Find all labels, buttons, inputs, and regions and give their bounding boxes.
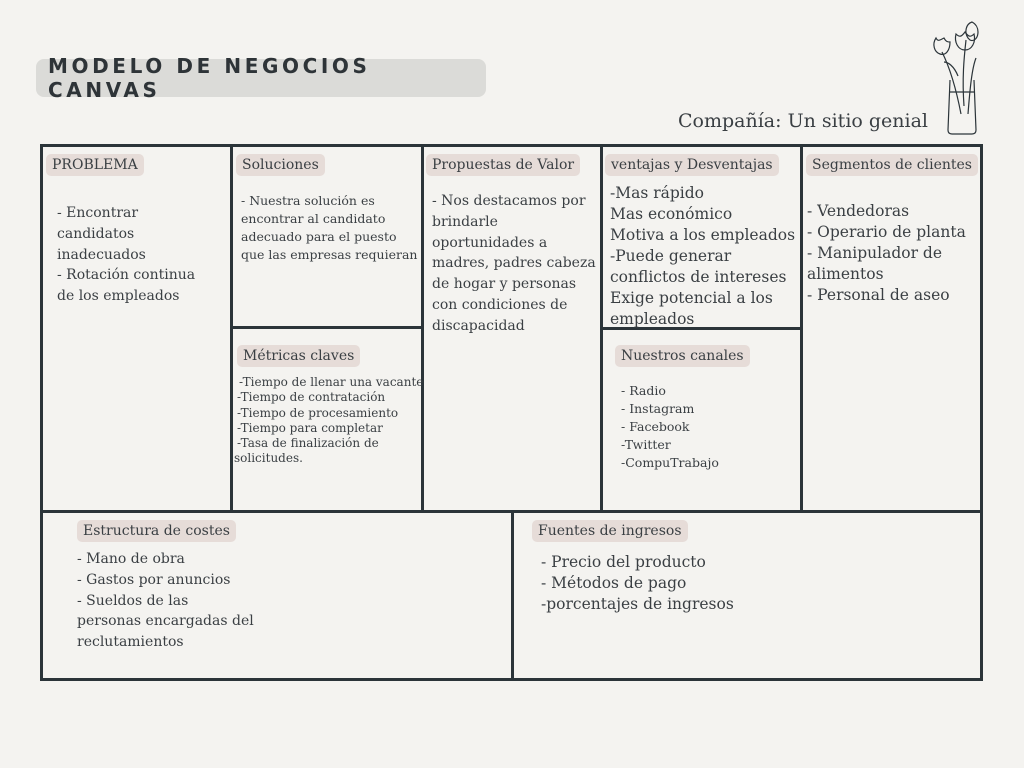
text-canales: - Radio - Instagram - Facebook -Twitter -CompuTrabajo: [621, 383, 719, 470]
label-soluciones: Soluciones: [236, 154, 325, 176]
grid-right-border: [980, 144, 983, 681]
label-ingresos: Fuentes de ingresos: [532, 520, 688, 542]
text-costes: - Mano de obra - Gastos por anuncios - Sueldos de las personas encargadas del reclutamientos: [77, 551, 254, 651]
title-banner: [36, 54, 486, 102]
label-segmentos: Segmentos de clientes: [806, 154, 978, 176]
text-problema: - Encontrar candidatos inadecuados - Rotación continua de los empleados: [57, 205, 196, 305]
label-problema: PROBLEMA: [46, 154, 144, 176]
text-ingresos: - Precio del producto - Métodos de pago -porcentajes de ingresos: [541, 553, 734, 613]
grid-top-border: [40, 144, 983, 147]
text-metricas: -Tiempo de llenar una vacante -Tiempo de contratación -Tiempo de procesamiento -Tiempo para completar -Tasa de finalización de solicitudes.: [234, 375, 424, 466]
text-ventajas: -Mas rápido Mas económico Motiva a los empleados -Puede generar conflictos de intereses Exige potencial a los empleados: [610, 184, 796, 328]
text-segmentos: - Vendedoras - Operario de planta - Manipulador de alimentos - Personal de aseo: [807, 202, 966, 304]
text-soluciones: - Nuestra solución es encontrar al candidato adecuado para el puesto que las empresas requieran: [241, 193, 418, 262]
tulip-vase-icon: [928, 18, 984, 138]
company-name: Compañía: Un sitio genial: [678, 110, 928, 132]
page-title: MODELO DE NEGOCIOS CANVAS: [48, 54, 371, 102]
label-ventajas: ventajas y Desventajas: [605, 154, 779, 176]
label-canales: Nuestros canales: [615, 345, 750, 367]
text-propuestas: - Nos destacamos por brindarle oportunidades a madres, padres cabeza de hogar y personas con condiciones de discapacidad: [432, 193, 596, 334]
grid-left-border: [40, 144, 43, 681]
divider-soluciones-metricas: [230, 326, 424, 329]
divider-costes-ingresos: [511, 510, 514, 681]
label-costes: Estructura de costes: [77, 520, 236, 542]
label-propuestas: Propuestas de Valor: [426, 154, 580, 176]
label-metricas: Métricas claves: [237, 345, 360, 367]
